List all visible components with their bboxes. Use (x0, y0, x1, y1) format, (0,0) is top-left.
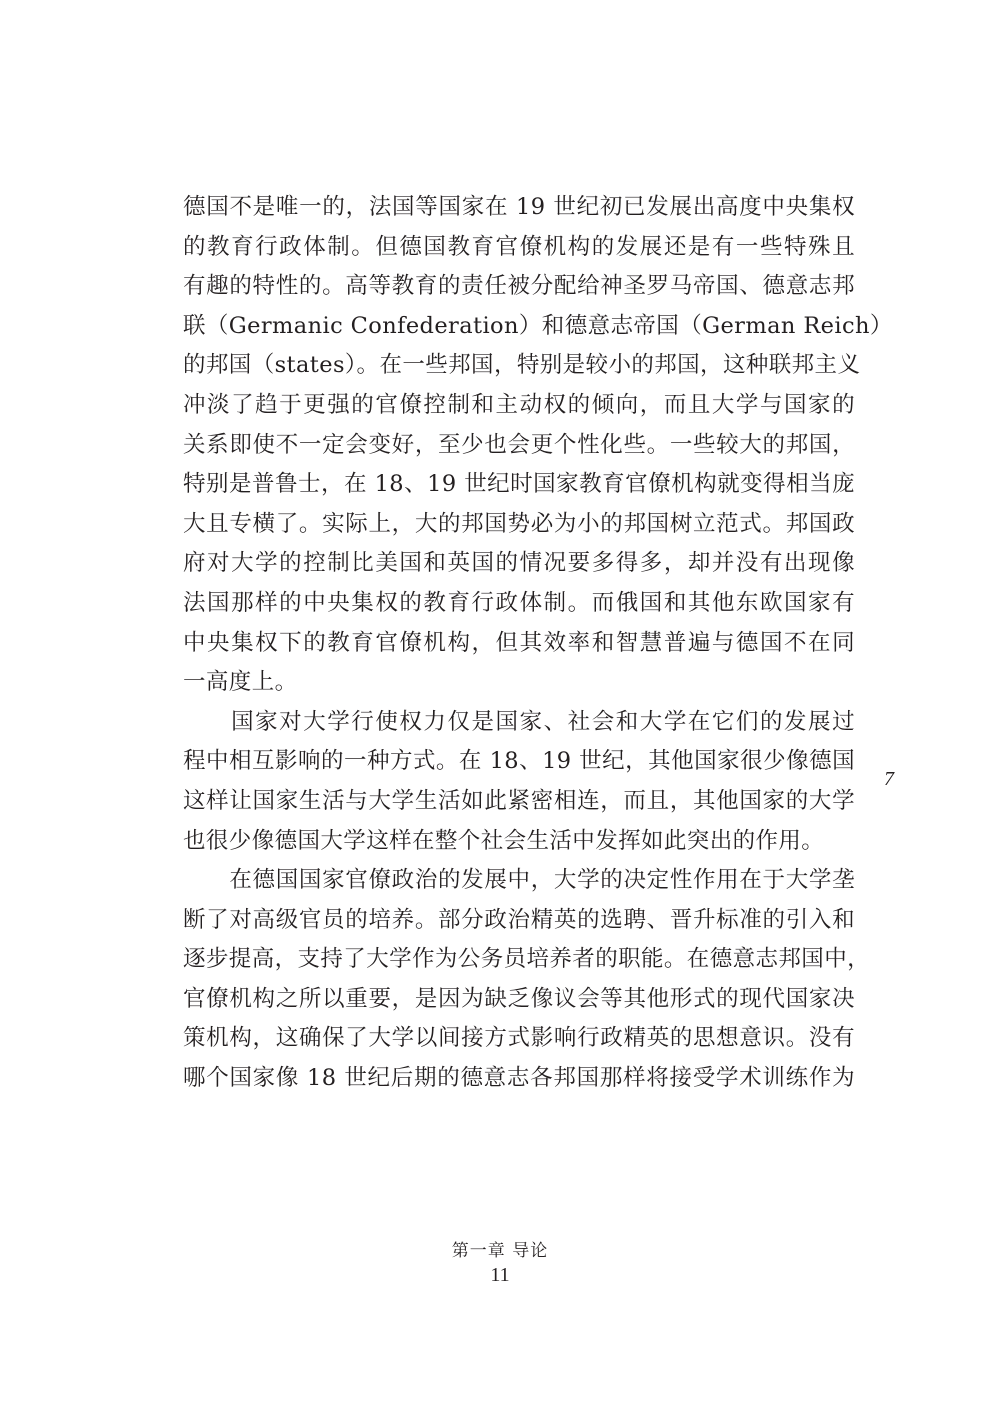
text-line: 关系即使不一定会变好，至少也会更个性化些。一些较大的邦国， (183, 431, 855, 458)
text-line: 逐步提高，支持了大学作为公务员培养者的职能。在德意志邦国中， (183, 946, 871, 973)
paragraph-end-line: 一高度上。 (183, 669, 298, 696)
text-line: 中央集权下的教育官僚机构，但其效率和智慧普遍与德国不在同 (183, 629, 855, 656)
text-line: 的教育行政体制。但德国教育官僚机构的发展还是有一些特殊且 (183, 233, 855, 260)
text-line: 德国不是唯一的，法国等国家在 19 世纪初已发展出高度中央集权 (183, 194, 855, 220)
text-line: 官僚机构之所以重要，是因为缺乏像议会等其他形式的现代国家决 (183, 985, 855, 1012)
page-number: 11 (490, 1264, 510, 1286)
text-line: 大且专横了。实际上，大的邦国势必为小的邦国树立范式。邦国政 (183, 510, 855, 537)
paragraph-start-line: 在德国国家官僚政治的发展中，大学的决定性作用在于大学垄 (183, 867, 855, 894)
text-line: 策机构，这确保了大学以间接方式影响行政精英的思想意识。没有 (183, 1025, 855, 1052)
text-line: 特别是普鲁士，在 18、19 世纪时国家教育官僚机构就变得相当庞 (183, 471, 855, 498)
text-line: 联（Germanic Confederation）和德意志帝国（German Reich） (183, 312, 893, 339)
text-line: 有趣的特性的。高等教育的责任被分配给神圣罗马帝国、德意志邦 (183, 273, 855, 300)
text-line: 程中相互影响的一种方式。在 18、19 世纪，其他国家很少像德国 (183, 748, 855, 775)
text-line: 府对大学的控制比美国和英国的情况要多得多，却并没有出现像 (183, 550, 855, 577)
text-line: 冲淡了趋于更强的官僚控制和主动权的倾向，而且大学与国家的 (183, 391, 855, 418)
body-text (183, 188, 893, 1099)
margin-page-reference: 7 (884, 768, 894, 790)
text-line: 断了对高级官员的培养。部分政治精英的选聘、晋升标准的引入和 (183, 906, 855, 933)
text-line: 法国那样的中央集权的教育行政体制。而俄国和其他东欧国家有 (183, 589, 855, 616)
text-line: 哪个国家像 18 世纪后期的德意志各邦国那样将接受学术训练作为 (183, 1065, 855, 1092)
text-line: 的邦国（states）。在一些邦国，特别是较小的邦国，这种联邦主义 (183, 352, 861, 379)
text-line: 这样让国家生活与大学生活如此紧密相连，而且，其他国家的大学 (183, 787, 855, 814)
running-footer-chapter-title: 第一章 导论 (451, 1241, 549, 1261)
paragraph-end-line: 也很少像德国大学这样在整个社会生活中发挥如此突出的作用。 (183, 827, 825, 854)
paragraph-start-line: 国家对大学行使权力仅是国家、社会和大学在它们的发展过 (183, 708, 855, 735)
